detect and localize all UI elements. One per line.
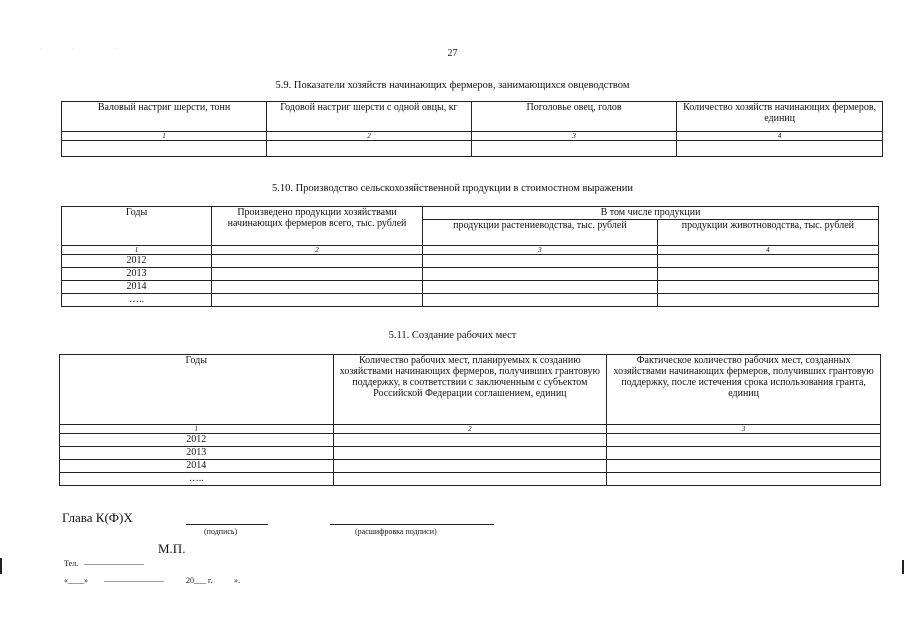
table-cell xyxy=(657,255,878,268)
table-cell xyxy=(423,268,658,281)
table-cell xyxy=(607,460,881,473)
signature-line xyxy=(186,524,268,525)
column-index: 4 xyxy=(657,246,878,255)
stamp-label: М.П. xyxy=(158,541,186,556)
date-year: 20___ г. xyxy=(186,576,213,585)
header-group: В том числе продукции xyxy=(423,207,879,220)
decode-caption: (расшифровка подписи) xyxy=(355,527,437,536)
year-cell: 2014 xyxy=(62,281,212,294)
column-index: 4 xyxy=(677,132,883,141)
header-years: Годы xyxy=(62,207,212,246)
phone-label: Тел. xyxy=(64,559,79,568)
table-cell xyxy=(212,281,423,294)
year-cell: 2012 xyxy=(62,255,212,268)
header-sheep-count: Поголовье овец, голов xyxy=(471,102,676,132)
header-years: Годы xyxy=(60,355,334,425)
section-5-11-title: 5.11. Создание рабочих мест xyxy=(388,330,517,341)
header-wool-gross: Валовый настриг шерсти, тонн xyxy=(62,102,267,132)
scan-edge-mark xyxy=(0,558,2,574)
header-farms-count: Количество хозяйств начинающих фермеров, единиц xyxy=(677,102,883,132)
header-livestock-output: продукции животноводства, тыс. рублей xyxy=(657,220,878,246)
phone-blank: _______________ xyxy=(84,557,144,566)
column-index: 3 xyxy=(471,132,676,141)
year-cell: 2013 xyxy=(60,447,334,460)
table-cell xyxy=(267,141,472,157)
header-actual-jobs: Фактическое количество рабочих мест, созданных хозяйствами начинающих фермеров, получивших грантовую поддержку, после истечения срока использования гранта, единиц xyxy=(607,355,881,425)
year-cell: 2013 xyxy=(62,268,212,281)
table-cell xyxy=(333,473,607,486)
column-index: 2 xyxy=(212,246,423,255)
column-index: 1 xyxy=(60,425,334,434)
table-cell xyxy=(657,268,878,281)
header-wool-per-sheep: Годовой настриг шерсти с одной овцы, кг xyxy=(267,102,472,132)
head-label: Глава К(Ф)Х xyxy=(62,510,133,525)
table-cell xyxy=(333,434,607,447)
table-cell xyxy=(423,255,658,268)
page-number: 27 xyxy=(447,48,458,59)
table-cell xyxy=(471,141,676,157)
table-cell xyxy=(423,281,658,294)
decode-line xyxy=(330,524,494,525)
scan-artifact: · · · xyxy=(40,46,119,52)
date-open: «____» xyxy=(64,576,88,585)
table-cell xyxy=(607,447,881,460)
header-total-output: Произведено продукции хозяйствами начинающих фермеров всего, тыс. рублей xyxy=(212,207,423,246)
year-cell: ….. xyxy=(60,473,334,486)
table-5-11 xyxy=(59,354,881,486)
section-5-9-title: 5.9. Показатели хозяйств начинающих фермеров, занимающихся овцеводством xyxy=(275,80,630,91)
scan-edge-mark xyxy=(902,560,904,574)
date-blank: _______________ xyxy=(104,574,164,583)
table-cell xyxy=(607,473,881,486)
column-index: 2 xyxy=(333,425,607,434)
year-cell: ….. xyxy=(62,294,212,307)
column-index: 2 xyxy=(267,132,472,141)
table-cell xyxy=(212,255,423,268)
header-planned-jobs: Количество рабочих мест, планируемых к созданию хозяйствами начинающих фермеров, получивших грантовую поддержку, в соответствии с заключенным с субъектом Российской Федерации соглашением, единиц xyxy=(333,355,607,425)
table-cell xyxy=(423,294,658,307)
column-index: 3 xyxy=(607,425,881,434)
column-index: 1 xyxy=(62,132,267,141)
table-cell xyxy=(657,281,878,294)
table-cell xyxy=(212,268,423,281)
signature-caption: (подпись) xyxy=(204,527,238,536)
table-cell xyxy=(333,447,607,460)
table-5-9 xyxy=(61,101,883,157)
table-cell xyxy=(333,460,607,473)
column-index: 1 xyxy=(62,246,212,255)
table-cell xyxy=(607,434,881,447)
year-cell: 2012 xyxy=(60,434,334,447)
table-cell xyxy=(62,141,267,157)
year-cell: 2014 xyxy=(60,460,334,473)
header-crop-output: продукции растениеводства, тыс. рублей xyxy=(423,220,658,246)
column-index: 3 xyxy=(423,246,658,255)
section-5-10-title: 5.10. Производство сельскохозяйственной продукции в стоимостном выражении xyxy=(271,183,634,194)
table-cell xyxy=(657,294,878,307)
table-5-10 xyxy=(61,206,879,307)
table-cell xyxy=(212,294,423,307)
table-cell xyxy=(677,141,883,157)
date-close: ». xyxy=(234,576,240,585)
